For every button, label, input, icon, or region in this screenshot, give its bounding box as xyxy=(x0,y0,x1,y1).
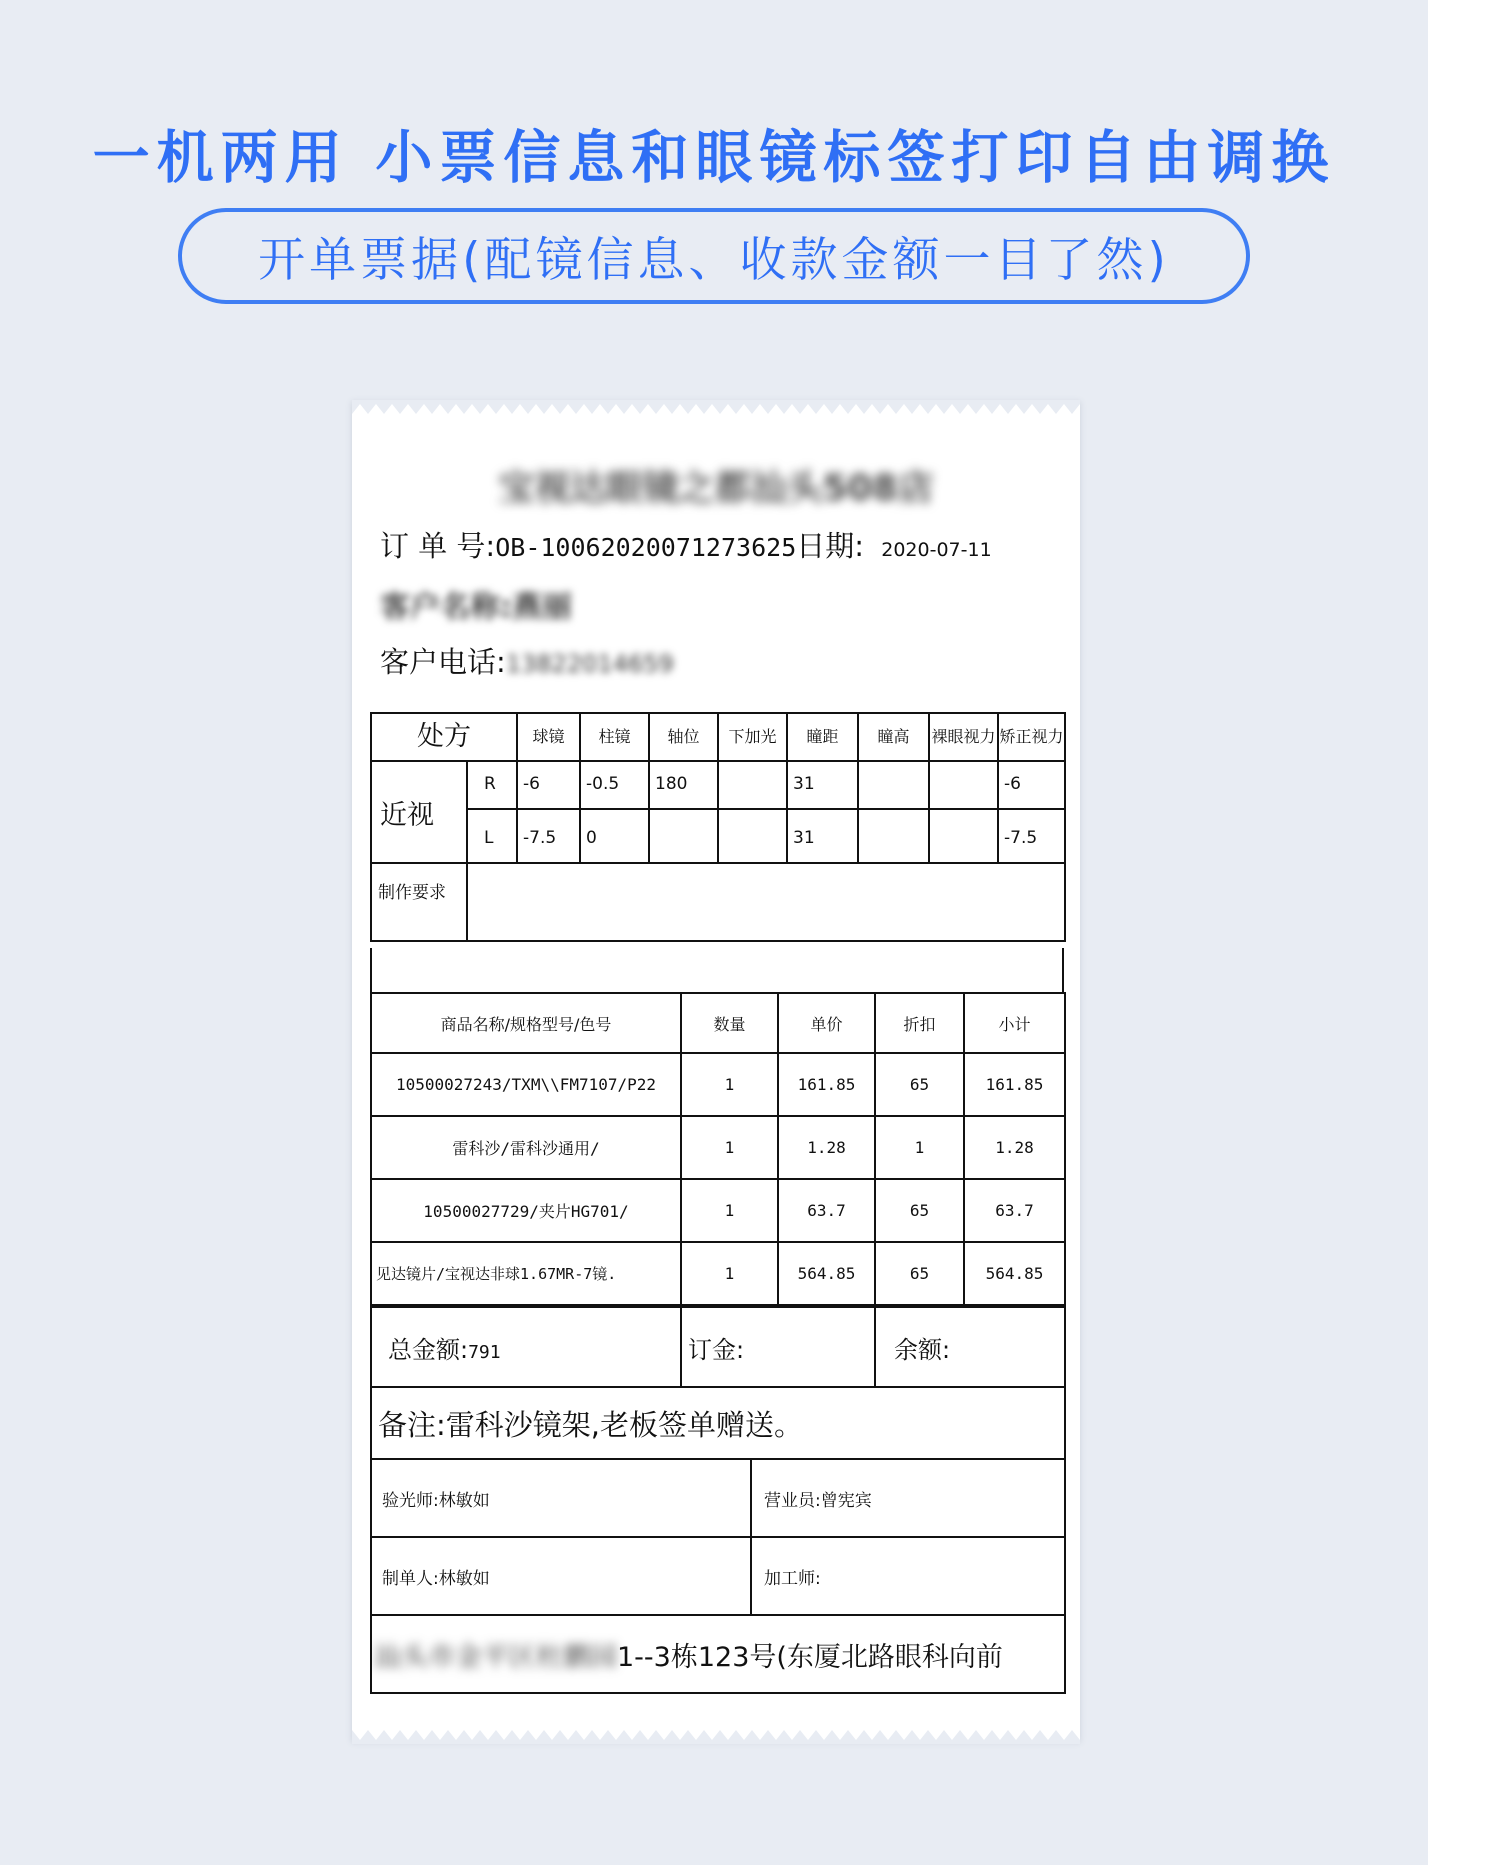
goods-qty: 1 xyxy=(681,1179,778,1242)
cell-axis: 180 xyxy=(649,761,718,809)
prescription-header-row xyxy=(371,713,1065,761)
eye-label: L xyxy=(467,809,517,863)
header-unit-price: 单价 xyxy=(778,993,875,1053)
date-label: 日期: xyxy=(796,529,865,563)
cell-naked xyxy=(929,761,998,809)
salesperson: 营业员:曾宪宾 xyxy=(751,1459,1065,1537)
prescription-row-right xyxy=(371,761,1065,809)
goods-subtotal: 161.85 xyxy=(964,1053,1065,1116)
eye-label: R xyxy=(467,761,517,809)
prescription-type: 近视 xyxy=(371,761,467,863)
goods-discount: 65 xyxy=(875,1053,964,1116)
cell-ph xyxy=(858,809,929,863)
creator: 制单人:林敏如 xyxy=(371,1537,751,1615)
header-subtotal: 小计 xyxy=(964,993,1065,1053)
receipt-bottom-edge xyxy=(352,1728,1080,1744)
cell-corrected: -7.5 xyxy=(998,809,1065,863)
goods-row xyxy=(371,1179,1065,1242)
table-spacer xyxy=(370,948,1064,992)
cell-pd: 31 xyxy=(787,761,858,809)
address-row xyxy=(371,1615,1065,1693)
requirements-label: 制作要求 xyxy=(371,863,467,941)
header-cyl: 柱镜 xyxy=(580,713,649,761)
footer-table xyxy=(370,1306,1066,1694)
header-quantity: 数量 xyxy=(681,993,778,1053)
cell-cyl: 0 xyxy=(580,809,649,863)
prescription-title: 处方 xyxy=(371,713,517,761)
cell-pd: 31 xyxy=(787,809,858,863)
totals-row xyxy=(371,1307,1065,1387)
goods-price: 63.7 xyxy=(778,1179,875,1242)
header-add: 下加光 xyxy=(718,713,787,761)
cell-ph xyxy=(858,761,929,809)
customer-phone-line xyxy=(380,640,674,681)
header-ph: 瞳高 xyxy=(858,713,929,761)
order-line xyxy=(380,524,992,565)
goods-price: 161.85 xyxy=(778,1053,875,1116)
requirements-value xyxy=(467,863,1065,941)
store-name: 宝视达眼镜之都汕头508店 xyxy=(498,468,934,509)
goods-qty: 1 xyxy=(681,1116,778,1179)
cell-add xyxy=(718,809,787,863)
header-product-name: 商品名称/规格型号/色号 xyxy=(371,993,681,1053)
goods-price: 1.28 xyxy=(778,1116,875,1179)
header-corrected-vision: 矫正视力 xyxy=(998,713,1065,761)
customer-name: 客户名称:燕丽 xyxy=(380,590,572,625)
header-axis: 轴位 xyxy=(649,713,718,761)
receipt-top-edge xyxy=(352,400,1080,416)
optometrist: 验光师:林敏如 xyxy=(371,1459,751,1537)
goods-row xyxy=(371,1116,1065,1179)
staff-row-1 xyxy=(371,1459,1065,1537)
header-sph: 球镜 xyxy=(517,713,580,761)
cell-add xyxy=(718,761,787,809)
goods-discount: 1 xyxy=(875,1116,964,1179)
goods-price: 564.85 xyxy=(778,1242,875,1305)
cell-sph: -7.5 xyxy=(517,809,580,863)
subtitle-text: 开单票据(配镜信息、收款金额一目了然) xyxy=(258,232,1170,288)
goods-row xyxy=(371,1053,1065,1116)
cell-axis xyxy=(649,809,718,863)
goods-name: 雷科沙/雷科沙通用/ xyxy=(371,1116,681,1179)
requirements-row xyxy=(371,863,1065,941)
goods-name: 10500027243/TXM\\FM7107/P22 xyxy=(371,1053,681,1116)
note-row xyxy=(371,1387,1065,1459)
processor: 加工师: xyxy=(751,1537,1065,1615)
cell-naked xyxy=(929,809,998,863)
prescription-row-left xyxy=(371,809,1065,863)
customer-phone: 13822014659 xyxy=(505,650,674,678)
goods-subtotal: 63.7 xyxy=(964,1179,1065,1242)
cell-corrected: -6 xyxy=(998,761,1065,809)
header-discount: 折扣 xyxy=(875,993,964,1053)
subtitle-pill xyxy=(178,208,1250,304)
prescription-table xyxy=(370,712,1066,942)
address-cell xyxy=(371,1615,1065,1693)
total-amount: 791 xyxy=(468,1341,501,1363)
balance-label: 余额: xyxy=(875,1307,1065,1387)
order-label: 订 单 号: xyxy=(380,529,496,563)
note-text: 备注:雷科沙镜架,老板签单赠送。 xyxy=(371,1387,1065,1459)
order-date: 2020-07-11 xyxy=(881,539,992,561)
goods-subtotal: 1.28 xyxy=(964,1116,1065,1179)
goods-qty: 1 xyxy=(681,1053,778,1116)
goods-header-row xyxy=(371,993,1065,1053)
goods-table xyxy=(370,992,1066,1306)
goods-discount: 65 xyxy=(875,1179,964,1242)
goods-row xyxy=(371,1242,1065,1305)
staff-row-2 xyxy=(371,1537,1065,1615)
order-number: OB-10062020071273625 xyxy=(495,533,797,562)
receipt-paper xyxy=(352,402,1080,1742)
headline: 一机两用 小票信息和眼镜标签打印自由调换 xyxy=(92,125,1336,191)
goods-name: 10500027729/夹片HG701/ xyxy=(371,1179,681,1242)
total-cell xyxy=(371,1307,681,1387)
address-visible: 1--3栋123号(东厦北路眼科向前 xyxy=(617,1641,1003,1673)
phone-label: 客户电话: xyxy=(380,645,506,679)
cell-cyl: -0.5 xyxy=(580,761,649,809)
goods-subtotal: 564.85 xyxy=(964,1242,1065,1305)
goods-discount: 65 xyxy=(875,1242,964,1305)
header-pd: 瞳距 xyxy=(787,713,858,761)
header-naked-vision: 裸眼视力 xyxy=(929,713,998,761)
deposit-label: 订金: xyxy=(681,1307,875,1387)
address-blurred: 汕头市金平区杜鹏园 xyxy=(374,1641,617,1673)
goods-name: 见达镜片/宝视达非球1.67MR-7镜. xyxy=(371,1242,681,1305)
total-label: 总金额: xyxy=(388,1335,469,1364)
cell-sph: -6 xyxy=(517,761,580,809)
goods-qty: 1 xyxy=(681,1242,778,1305)
